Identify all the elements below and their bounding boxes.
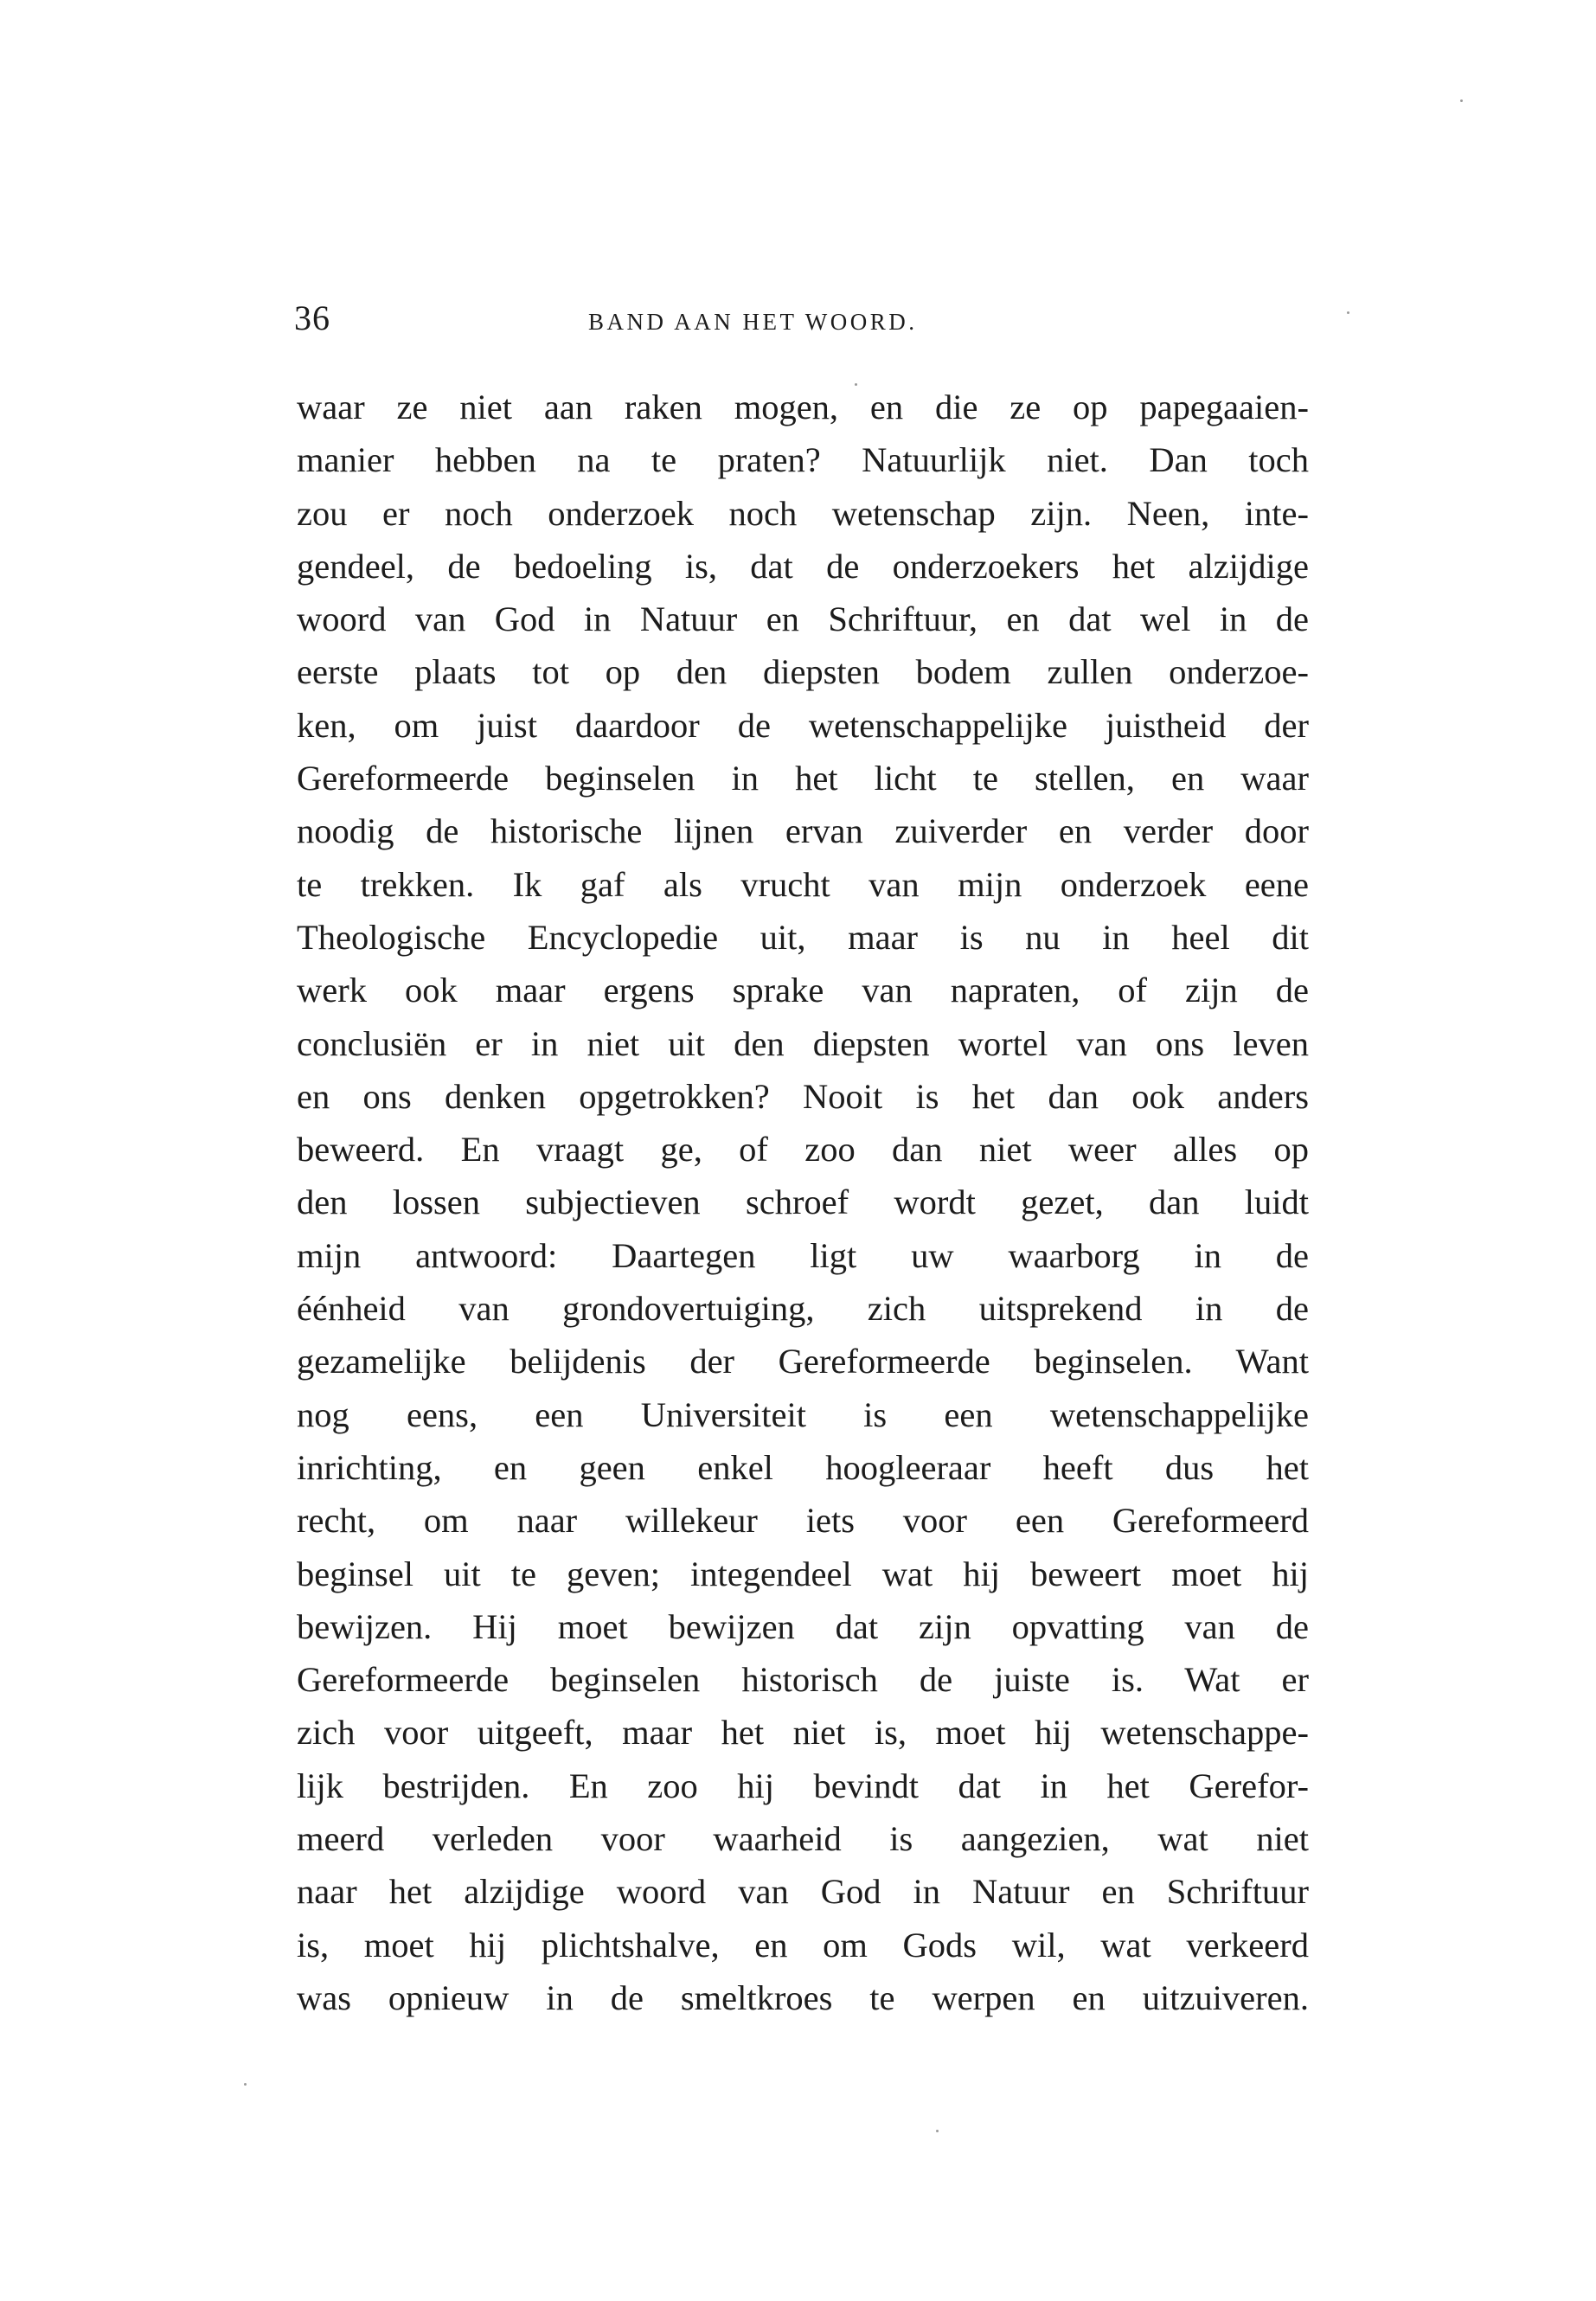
- text-line: beginsel uit te geven; integendeel wat hij beweert moet hij: [297, 1554, 1309, 1593]
- text-line: mijn antwoord: Daartegen ligt uw waarborg in de: [297, 1235, 1309, 1275]
- text-line: te trekken. Ik gaf als vrucht van mijn onderzoek eene: [297, 864, 1309, 904]
- running-head: [294, 292, 1315, 344]
- text-line: ken, om juist daardoor de wetenschappelijke juistheid der: [297, 705, 1309, 745]
- text-line: gendeel, de bedoeling is, dat de onderzoekers het alzijdige: [297, 546, 1309, 586]
- running-title: BAND AAN HET WOORD.: [588, 309, 918, 335]
- text-line: zou er noch onderzoek noch wetenschap zijn. Neen, inte-: [297, 493, 1309, 533]
- text-line: naar het alzijdige woord van God in Natuur en Schriftuur: [297, 1872, 1309, 1912]
- text-line: en ons denken opgetrokken? Nooit is het dan ook anders: [297, 1076, 1309, 1116]
- text-line: noodig de historische lijnen ervan zuiverder en verder door: [297, 811, 1309, 851]
- text-line: manier hebben na te praten? Natuurlijk niet. Dan toch: [297, 440, 1309, 480]
- text-line: gezamelijke belijdenis der Gereformeerde beginselen. Want: [297, 1342, 1309, 1381]
- scan-speck: [855, 383, 857, 386]
- text-line: lijk bestrijden. En zoo hij bevindt dat in het Gerefor-: [297, 1766, 1309, 1805]
- text-line: recht, om naar willekeur iets voor een Gereformeerd: [297, 1501, 1309, 1541]
- text-line: Gereformeerde beginselen historisch de juiste is. Wat er: [297, 1660, 1309, 1700]
- text-line: waar ze niet aan raken mogen, en die ze op papegaaien-: [297, 388, 1309, 426]
- text-line: beweerd. En vraagt ge, of zoo dan niet weer alles op: [297, 1130, 1309, 1170]
- text-line: bewijzen. Hij moet bewijzen dat zijn opvatting van de: [297, 1606, 1309, 1646]
- text-line: was opnieuw in de smeltkroes te werpen en uitzuiveren.: [297, 1977, 1309, 2017]
- text-line: is, moet hij plichtshalve, en om Gods wil, wat verkeerd: [297, 1925, 1309, 1965]
- scan-speck: [1460, 99, 1463, 102]
- text-line: meerd verleden voor waarheid is aangezien, wat niet: [297, 1819, 1309, 1859]
- scan-speck: [244, 2083, 247, 2086]
- text-line: conclusiën er in niet uit den diepsten wortel van ons leven: [297, 1023, 1309, 1063]
- scan-speck: [1347, 311, 1349, 314]
- page-number: 36: [294, 298, 330, 337]
- scan-speck: [936, 2130, 939, 2132]
- text-line: eerste plaats tot op den diepsten bodem zullen onderzoe-: [297, 652, 1309, 692]
- text-line: inrichting, en geen enkel hoogleeraar heeft dus het: [297, 1447, 1309, 1487]
- text-line: werk ook maar ergens sprake van napraten, of zijn de: [297, 971, 1309, 1010]
- text-line: woord van God in Natuur en Schriftuur, en dat wel in de: [297, 599, 1309, 639]
- text-line: éénheid van grondovertuiging, zich uitsprekend in de: [297, 1289, 1309, 1329]
- text-line: zich voor uitgeeft, maar het niet is, moet hij wetenschappe-: [297, 1713, 1309, 1753]
- text-line: Theologische Encyclopedie uit, maar is nu in heel dit: [297, 917, 1309, 957]
- body-text: [297, 381, 1309, 2024]
- text-line: Gereformeerde beginselen in het licht te stellen, en waar: [297, 759, 1309, 798]
- text-line: nog eens, een Universiteit is een wetenschappelijke: [297, 1394, 1309, 1434]
- text-line: den lossen subjectieven schroef wordt gezet, dan luidt: [297, 1183, 1309, 1222]
